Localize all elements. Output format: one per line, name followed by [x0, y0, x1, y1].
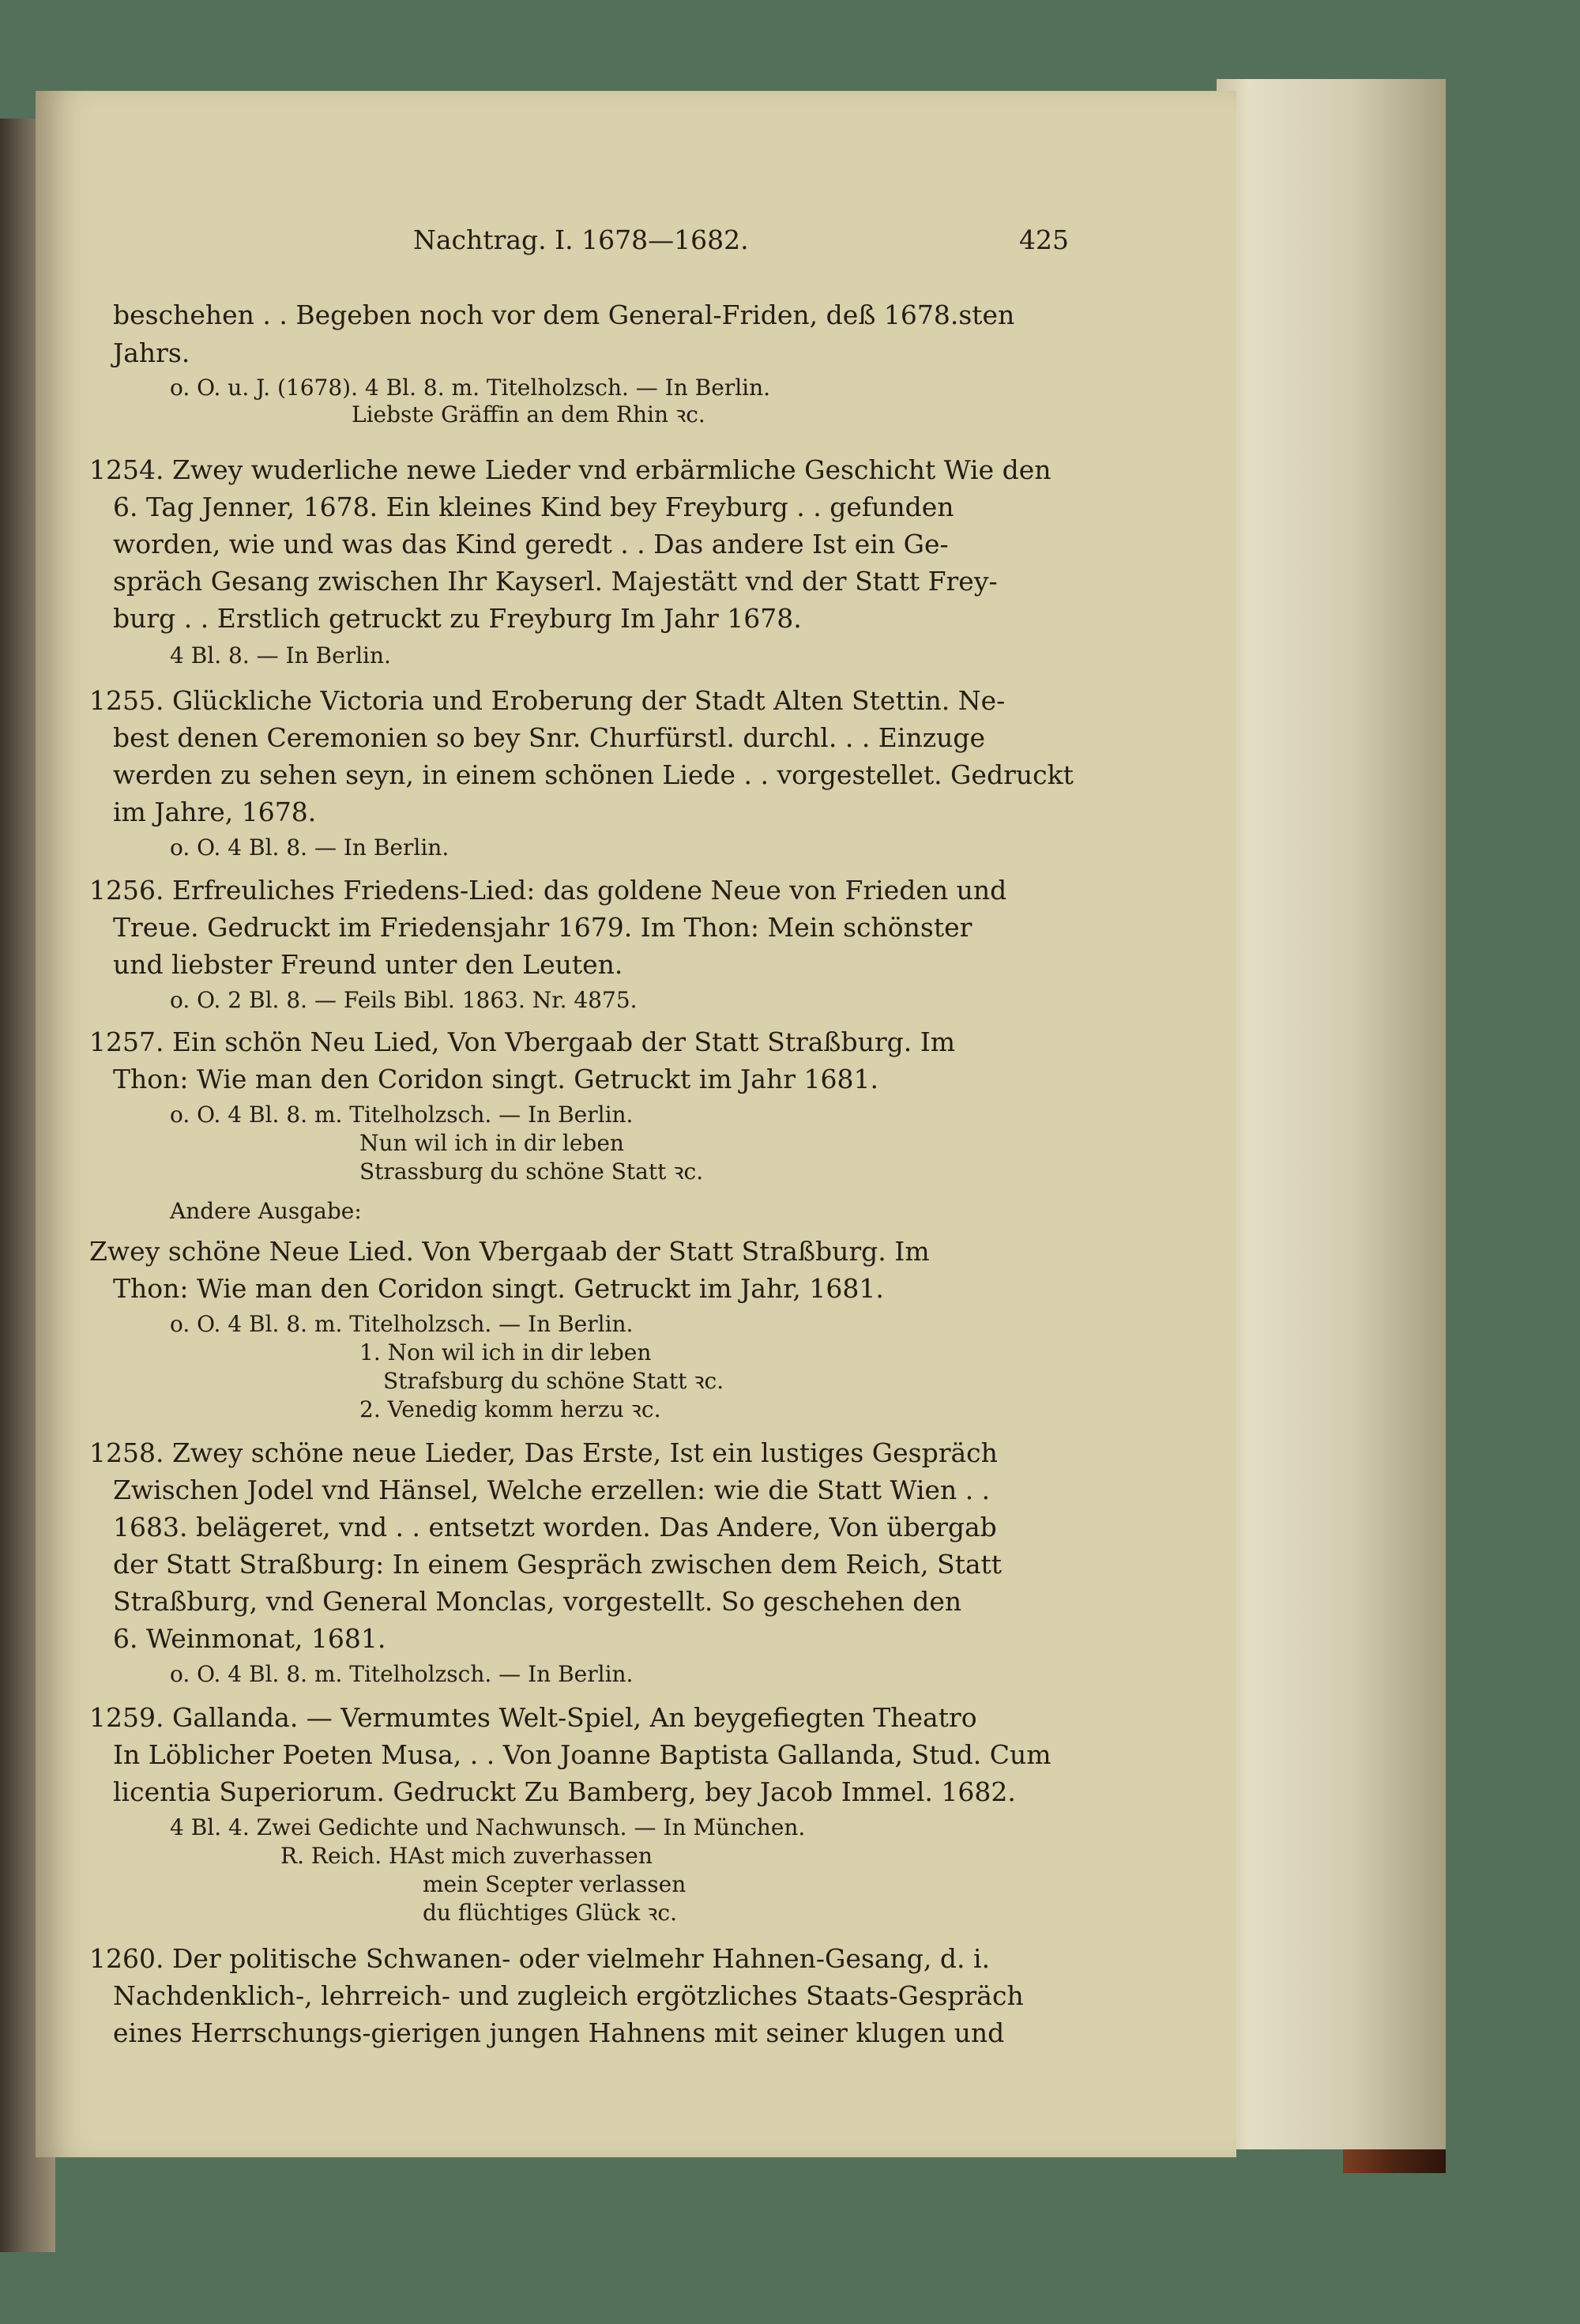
text-line: Jahrs. — [113, 337, 190, 368]
text-line: und liebster Freund unter den Leuten. — [113, 949, 623, 980]
text-line: burg . . Erstlich getruckt zu Freyburg Im Jahr 1678. — [113, 603, 802, 634]
text-line: o. O. 4 Bl. 8. m. Titelholzsch. — In Berlin. — [170, 1661, 634, 1687]
text-line: o. O. 2 Bl. 8. — Feils Bibl. 1863. Nr. 4875. — [170, 987, 638, 1013]
text-line: spräch Gesang zwischen Ihr Kayserl. Majestätt vnd der Statt Frey- — [113, 566, 998, 597]
verse-line: 2. Venedig komm herzu ꝛc. — [359, 1396, 661, 1422]
entry-line: 1256. Erfreuliches Friedens-Lied: das goldene Neue von Frieden und — [89, 875, 1007, 906]
text-line: eines Herrschungs-gierigen jungen Hahnens mit seiner klugen und — [113, 2017, 1005, 2048]
text-line: 1683. belägeret, vnd . . entsetzt worden. Das Andere, Von übergab — [113, 1512, 997, 1542]
text-line: werden zu sehen seyn, in einem schönen Liede . . vorgestellet. Gedruckt — [113, 759, 1074, 790]
text-line: Nachdenklich-, lehrreich- und zugleich ergötzliches Staats-Gespräch — [113, 1980, 1024, 2011]
entry-line: 1260. Der politische Schwanen- oder vielmehr Hahnen-Gesang, d. i. — [89, 1943, 991, 1974]
text-line: licentia Superiorum. Gedruckt Zu Bamberg, bey Jacob Immel. 1682. — [113, 1776, 1016, 1807]
entry-line: 1254. Zwey wuderliche newe Lieder vnd erbärmliche Geschicht Wie den — [89, 454, 1051, 485]
text-line: o. O. u. J. (1678). 4 Bl. 8. m. Titelholzsch. — In Berlin. — [170, 375, 771, 401]
text-line: 4 Bl. 8. — In Berlin. — [170, 642, 391, 669]
section-label: Andere Ausgabe: — [170, 1198, 362, 1224]
verse-line: R. Reich. HAst mich zuverhassen — [280, 1843, 653, 1869]
text-line: im Jahre, 1678. — [113, 797, 317, 827]
text-line: o. O. 4 Bl. 8. m. Titelholzsch. — In Berlin. — [170, 1102, 634, 1128]
page-stack-edge — [1217, 79, 1446, 2149]
text-line: o. O. 4 Bl. 8. m. Titelholzsch. — In Berlin. — [170, 1311, 634, 1337]
text-line: Zwischen Jodel vnd Hänsel, Welche erzellen: wie die Statt Wien . . — [113, 1475, 991, 1505]
running-title: Nachtrag. I. 1678—1682. — [413, 224, 749, 255]
entry-line: Zwey schöne Neue Lied. Von Vbergaab der Statt Straßburg. Im — [89, 1236, 930, 1267]
text-line: beschehen . . Begeben noch vor dem General-Friden, deß 1678.sten — [113, 299, 1015, 330]
entry-line: 1255. Glückliche Victoria und Eroberung der Stadt Alten Stettin. Ne- — [89, 685, 1006, 716]
verse-line: mein Scepter verlassen — [423, 1871, 687, 1897]
verse-line: du flüchtiges Glück ꝛc. — [423, 1900, 678, 1926]
text-line: 4 Bl. 4. Zwei Gedichte und Nachwunsch. — In München. — [170, 1814, 806, 1840]
verse-line: Strafsburg du schöne Statt ꝛc. — [383, 1368, 724, 1394]
text-line: Thon: Wie man den Coridon singt. Getruckt im Jahr, 1681. — [113, 1273, 884, 1304]
text-line: 6. Tag Jenner, 1678. Ein kleines Kind bey Freyburg . . gefunden — [113, 492, 954, 522]
text-line: In Löblicher Poeten Musa, . . Von Joanne Baptista Gallanda, Stud. Cum — [113, 1739, 1051, 1770]
text-line: der Statt Straßburg: In einem Gespräch zwischen dem Reich, Statt — [113, 1549, 1003, 1580]
entry-line: 1259. Gallanda. — Vermumtes Welt-Spiel, An beygefiegten Theatro — [89, 1702, 977, 1733]
text-line: 6. Weinmonat, 1681. — [113, 1623, 386, 1654]
text-line: o. O. 4 Bl. 8. — In Berlin. — [170, 834, 450, 861]
text-line: best denen Ceremonien so bey Snr. Churfürstl. durchl. . . Einzuge — [113, 722, 985, 753]
entry-line: 1258. Zwey schöne neue Lieder, Das Erste, Ist ein lustiges Gespräch — [89, 1437, 998, 1468]
verse-line: 1. Non wil ich in dir leben — [359, 1339, 652, 1365]
entry-line: 1257. Ein schön Neu Lied, Von Vbergaab der Statt Straßburg. Im — [89, 1026, 956, 1057]
verse-line: Nun wil ich in dir leben — [359, 1130, 624, 1156]
page-number: 425 — [1019, 224, 1069, 255]
book-page — [36, 91, 1236, 2157]
text-line: Thon: Wie man den Coridon singt. Getruckt im Jahr 1681. — [113, 1064, 878, 1094]
verse-line: Strassburg du schöne Statt ꝛc. — [359, 1158, 704, 1185]
text-line: Treue. Gedruckt im Friedensjahr 1679. Im Thon: Mein schönster — [113, 912, 972, 943]
verse-line: Liebste Gräffin an dem Rhin ꝛc. — [352, 401, 705, 428]
text-line: worden, wie und was das Kind geredt . . Das andere Ist ein Ge- — [113, 529, 949, 559]
text-line: Straßburg, vnd General Monclas, vorgestellt. So geschehen den — [113, 1586, 962, 1617]
